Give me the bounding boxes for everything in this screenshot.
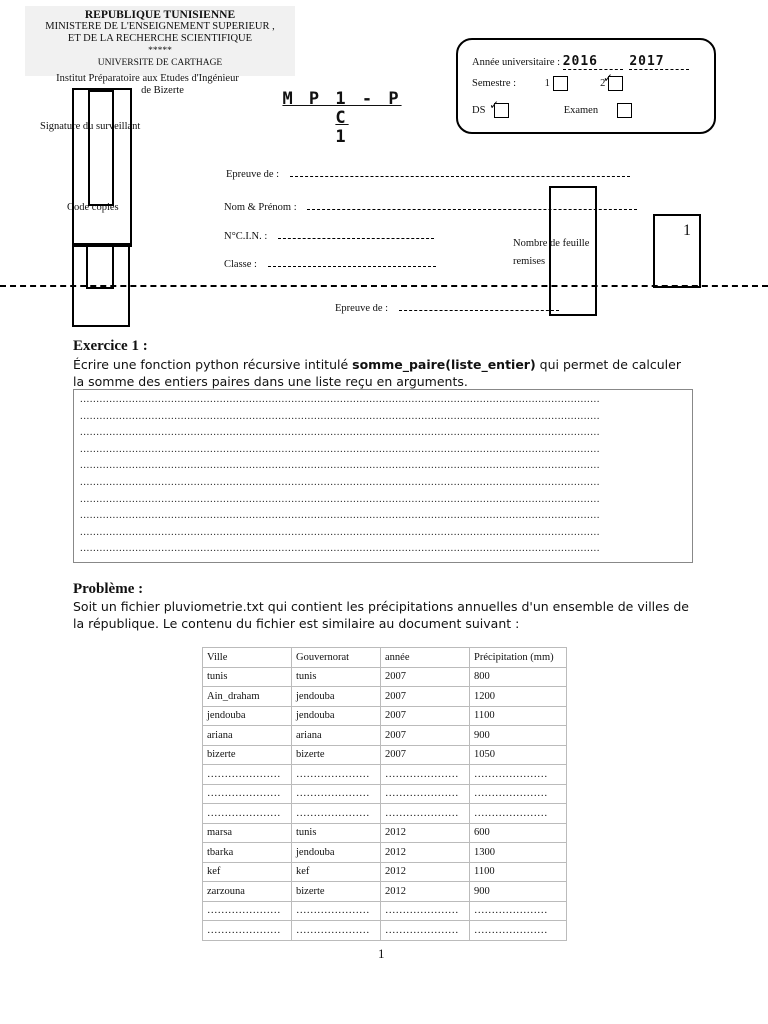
exercise1-text-after: qui permet de calculer la somme des entiers paires dans une liste reçu en arguments.	[73, 357, 681, 389]
table-cell: marsa	[203, 823, 292, 843]
table-row	[203, 921, 567, 941]
table-cell: tunis	[292, 823, 381, 843]
table-cell: bizerte	[292, 882, 381, 902]
answer-line[interactable]: ................................................................................................................................................................	[80, 426, 600, 439]
table-cell: bizerte	[203, 745, 292, 765]
answer-line[interactable]: ................................................................................................................................................................	[80, 393, 600, 405]
table-cell: 900	[470, 882, 567, 902]
answer-box[interactable]	[73, 389, 693, 563]
table-cell: …………………	[470, 804, 567, 824]
table-cell: 600	[470, 823, 567, 843]
semestre-2-checkbox[interactable]	[608, 76, 623, 91]
table-row	[203, 843, 567, 863]
annee-end: 2017	[629, 54, 689, 70]
table-row	[203, 784, 567, 804]
table-cell: jendouba	[292, 687, 381, 707]
table-cell: …………………	[470, 784, 567, 804]
table-cell: …………………	[470, 921, 567, 941]
exercise1-title: Exercice 1 :	[73, 338, 148, 354]
table-cell: 900	[470, 726, 567, 746]
classe-label: Classe :	[224, 259, 257, 270]
answer-line[interactable]: ................................................................................................................................................................	[80, 442, 600, 455]
ds-label: DS	[472, 104, 486, 116]
table-cell: …………………	[203, 784, 292, 804]
table-cell: …………………	[381, 765, 470, 785]
answer-line[interactable]: ................................................................................................................................................................	[80, 509, 600, 522]
header-line-4: *****	[148, 46, 172, 56]
table-cell: …………………	[203, 804, 292, 824]
exam-title-line-2: 1	[335, 127, 349, 147]
signature-label: Signature du surveillant	[40, 121, 141, 132]
table-cell: 2007	[381, 667, 470, 687]
epreuve-label: Epreuve de :	[226, 169, 280, 180]
table-cell: …………………	[470, 901, 567, 921]
semestre-2-label: 2	[600, 77, 606, 89]
nombre-value: 1	[683, 222, 691, 239]
semestre-row	[472, 76, 623, 91]
header-line-3: ET DE LA RECHERCHE SCIENTIFIQUE	[67, 33, 253, 44]
epreuve-line[interactable]	[290, 175, 630, 177]
examen-checkbox[interactable]	[617, 103, 632, 118]
table-cell: 1200	[470, 687, 567, 707]
examen-label: Examen	[563, 104, 599, 116]
table-cell: …………………	[381, 901, 470, 921]
table-cell: …………………	[292, 784, 381, 804]
table-row	[203, 804, 567, 824]
semestre-label: Semestre :	[472, 77, 517, 89]
table-cell: …………………	[292, 901, 381, 921]
table-row	[203, 882, 567, 902]
answer-line[interactable]: ................................................................................................................................................................	[80, 542, 600, 555]
ministry-header	[25, 6, 295, 76]
table-row	[203, 862, 567, 882]
table-cell: …………………	[381, 784, 470, 804]
table-cell: tbarka	[203, 843, 292, 863]
table-row	[203, 745, 567, 765]
type-row	[472, 103, 632, 118]
table-cell: jendouba	[292, 706, 381, 726]
page-number: 1	[378, 946, 385, 961]
nombre-line-1: Nombre de feuille	[513, 238, 590, 249]
classe-field	[224, 259, 436, 270]
table-cell: 2007	[381, 706, 470, 726]
classe-line[interactable]	[268, 265, 436, 267]
nombre-value-box[interactable]	[653, 214, 701, 288]
answer-line[interactable]: ................................................................................................................................................................	[80, 492, 600, 505]
table-row	[203, 765, 567, 785]
academic-info-box	[456, 38, 716, 134]
table-cell: …………………	[381, 804, 470, 824]
table-cell: 1100	[470, 862, 567, 882]
answer-line[interactable]: ................................................................................................................................................................	[80, 525, 600, 538]
institute-line-2: de Bizerte	[141, 85, 184, 96]
epreuve-field	[226, 169, 630, 180]
exercise1-text-before: Écrire une fonction python récursive intitulé	[73, 357, 353, 372]
problem-title: Problème :	[73, 581, 144, 597]
header-line-5: UNIVERSITE DE CARTHAGE	[97, 58, 223, 68]
semestre-1-label: 1	[544, 77, 550, 89]
cut-line	[0, 285, 768, 287]
problem-text: Soit un fichier pluviometrie.txt qui contient les précipitations annuelles d'un ensemble de villes de la république. Le contenu du fichier est similaire au document suivant :	[73, 599, 689, 631]
epreuve2-line[interactable]	[399, 309, 559, 311]
table-cell: zarzouna	[203, 882, 292, 902]
table-cell: 1050	[470, 745, 567, 765]
annee-start: 2016	[563, 54, 623, 70]
table-cell: 2012	[381, 823, 470, 843]
table-cell: 2007	[381, 726, 470, 746]
exam-title	[282, 90, 402, 147]
table-cell: 1300	[470, 843, 567, 863]
cin-line[interactable]	[278, 237, 434, 239]
table-cell: tunis	[203, 667, 292, 687]
table-cell: …………………	[292, 921, 381, 941]
nom-label: Nom & Prénom :	[224, 202, 297, 213]
table-cell: 2007	[381, 687, 470, 707]
table-row	[203, 687, 567, 707]
table-cell: …………………	[203, 921, 292, 941]
cin-label: N°C.I.N. :	[224, 231, 268, 242]
table-cell: 2007	[381, 745, 470, 765]
table-cell: Ain_draham	[203, 687, 292, 707]
table-header-cell: Ville	[203, 648, 292, 668]
table-cell: 800	[470, 667, 567, 687]
nombre-tall-box	[549, 186, 597, 316]
table-cell: …………………	[292, 804, 381, 824]
table-cell: …………………	[470, 765, 567, 785]
table-row	[203, 726, 567, 746]
signature-inner-box	[88, 90, 114, 206]
answer-line[interactable]: ................................................................................................................................................................	[80, 475, 600, 488]
table-cell: …………………	[381, 921, 470, 941]
annee-label: Année universitaire :	[472, 57, 561, 68]
table-cell: jendouba	[203, 706, 292, 726]
table-header-cell: Précipitation (mm)	[470, 648, 567, 668]
table-row	[203, 667, 567, 687]
table-row	[203, 823, 567, 843]
answer-line[interactable]: ................................................................................................................................................................	[80, 459, 600, 472]
academic-year-row	[472, 54, 689, 70]
table-cell: jendouba	[292, 843, 381, 863]
table-cell: …………………	[203, 901, 292, 921]
table-cell: 2012	[381, 843, 470, 863]
epreuve2-field	[335, 303, 559, 314]
nombre-line-2: remises	[513, 256, 546, 267]
header-line-1: REPUBLIQUE TUNISIENNE	[84, 9, 236, 21]
exam-title-line-1: M P 1 - P C	[282, 89, 402, 128]
function-name: somme_paire(liste_entier)	[352, 357, 536, 372]
table-cell: ariana	[292, 726, 381, 746]
table-cell: 2012	[381, 862, 470, 882]
institute-line-1: Institut Préparatoire aux Etudes d'Ingénieur	[56, 73, 239, 84]
exercise1-text	[73, 356, 693, 390]
table-cell: ariana	[203, 726, 292, 746]
epreuve2-label: Epreuve de :	[335, 303, 389, 314]
table-cell: …………………	[292, 765, 381, 785]
rainfall-table	[202, 647, 567, 941]
table-cell: kef	[203, 862, 292, 882]
table-row	[203, 901, 567, 921]
table-header-row	[203, 648, 567, 668]
answer-line[interactable]: ................................................................................................................................................................	[80, 409, 600, 422]
semestre-1-checkbox[interactable]	[553, 76, 568, 91]
table-header-cell: Gouvernorat	[292, 648, 381, 668]
table-cell: tunis	[292, 667, 381, 687]
code-inner-box	[86, 245, 114, 289]
table-cell: 1100	[470, 706, 567, 726]
table-row	[203, 706, 567, 726]
table-cell: kef	[292, 862, 381, 882]
table-cell: bizerte	[292, 745, 381, 765]
table-cell: 2012	[381, 882, 470, 902]
code-copies-label: Code copies	[67, 202, 119, 213]
header-line-2: MINISTERE DE L'ENSEIGNEMENT SUPERIEUR ,	[45, 21, 275, 32]
cin-field	[224, 231, 434, 242]
table-header-cell: année	[381, 648, 470, 668]
ds-checkbox[interactable]	[494, 103, 509, 118]
table-cell: …………………	[203, 765, 292, 785]
